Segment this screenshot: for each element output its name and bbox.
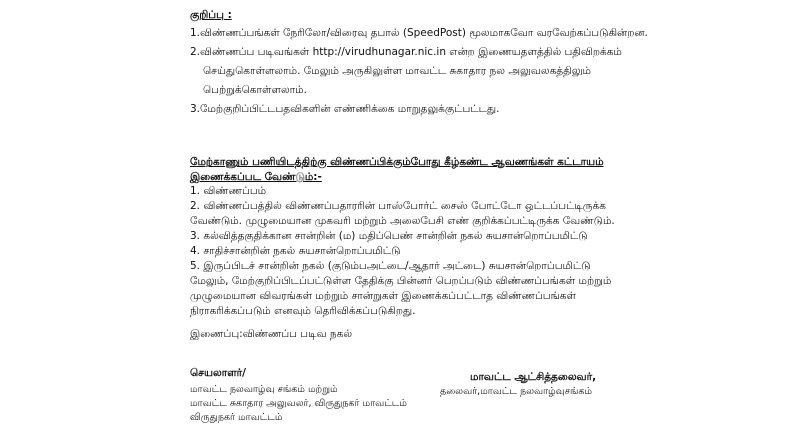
document-item-2-cont: வேண்டும். முழுமையான முகவரி மற்றும் அலைபேசி எண் குறிக்கப்பட்டிருக்க வேண்டும்.: [190, 215, 615, 227]
document-item-3: 3. கல்வித்தகுதிக்கான சான்றின் (ம) மதிப்பெண் சான்றின் நகல் சுயசான்றொப்பமிட்டு: [190, 230, 588, 242]
note-item-1: 1.விண்ணப்பங்கள் நேரிலோ/விரைவு தபால் (SpeedPost) மூலமாகவோ வரவேற்கப்படுகின்றன.: [190, 27, 648, 39]
note-item-2-cont-2: பெற்றுக்கொள்ளலாம்.: [203, 84, 307, 96]
secretary-title: செயலாளர்/: [190, 367, 246, 379]
secretary-line-3: விருதுநகர் மாவட்டம்: [190, 412, 283, 423]
documents-closing-3: நிராகரிக்கப்படும் எனவும் தெரிவிக்கப்படுகிறது.: [190, 305, 416, 317]
document-item-5: 5. இருப்பிடச் சான்றின் நகல் (குடும்பஅட்டை/ஆதார் அட்டை) சுயசான்றொப்பமிட்டு: [190, 260, 591, 272]
document-item-2: 2. விண்ணப்பத்தில் விண்ணப்பதாரரின் பாஸ்போர்ட் சைஸ் போட்டோ ஒட்டப்பட்டிருக்க: [190, 200, 606, 212]
collector-title: மாவட்ட ஆட்சித்தலைவர்,: [470, 371, 597, 383]
documents-closing-1: மேலும், மேற்குறிப்பிடப்பட்டுள்ள தேதிக்கு பின்னர் பெறப்படும் விண்ணப்பங்கள் மற்றும்: [190, 275, 612, 287]
secretary-line-2: மாவட்ட சுகாதார அலுவலர், விருதுநகர் மாவட்டம்: [190, 398, 407, 409]
attachment-note: இணைப்பு:விண்ணப்ப படிவ நகல்: [190, 328, 353, 340]
note-heading: குறிப்பு :: [190, 9, 232, 21]
document-item-4: 4. சாதிச்சான்றின் நகல் சுயசான்றொப்பமிட்டு: [190, 245, 401, 257]
document-item-1: 1. விண்ணப்பம்: [190, 185, 267, 197]
collector-line-1: தலைவர்,மாவட்ட நலவாழ்வுசங்கம்: [440, 386, 593, 397]
note-item-2: 2.விண்ணப்ப படிவங்கள் http://virudhunagar.nic.in என்ற இணையதளத்தில் பதிவிறக்கம்: [190, 46, 622, 58]
secretary-line-1: மாவட்ட நலவாழ்வு சங்கம் மற்றும்: [190, 384, 338, 395]
documents-heading-line2: இணைக்கப்பட வேண்டும்:-: [190, 171, 322, 183]
documents-heading-line1: மேற்காணும் பணியிடத்திற்கு விண்ணப்பிக்கும்போது கீழ்கண்ட ஆவணங்கள் கட்டாயம்: [190, 156, 604, 168]
documents-closing-2: முழுமையான விவரங்கள் மற்றும் சான்றுகள் இணைக்கப்பட்டாத விண்ணப்பங்கள்: [190, 290, 576, 302]
note-item-2-cont-1: செய்துகொள்ளலாம். மேலும் அருகிலுள்ள மாவட்ட சுகாதார நல அலுவலகத்திலும்: [203, 65, 592, 77]
note-item-3: 3.மேற்குறிப்பிட்டபதவிகளின் எண்ணிக்கை மாறுதலுக்குட்பட்டது.: [190, 103, 500, 115]
